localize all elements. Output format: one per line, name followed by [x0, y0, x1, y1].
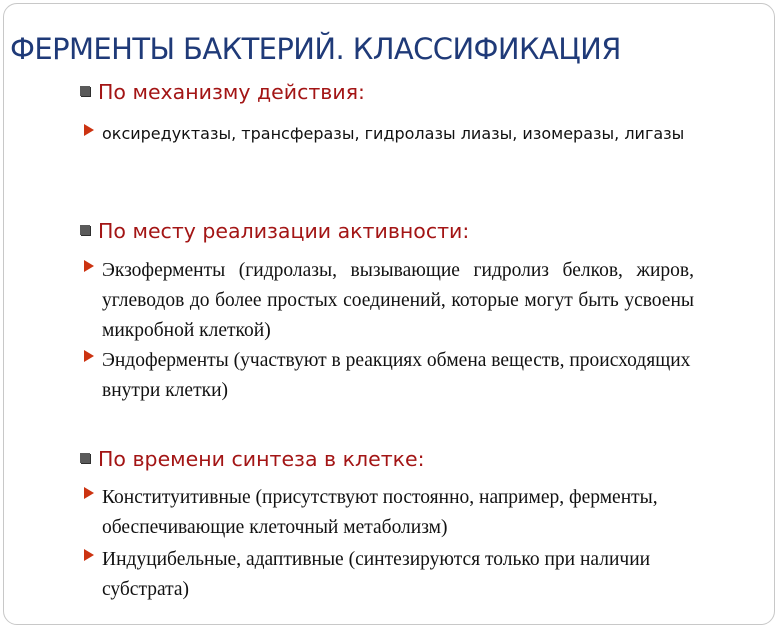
- section-heading-label: По механизму действия:: [98, 80, 365, 104]
- list-item-text: Конституитивные (присутствуют постоянно, например, ферменты, обеспечивающие клеточный метаболизм): [102, 487, 658, 538]
- arrow-bullet-icon: [84, 124, 94, 136]
- list-item-text: Эндоферменты (участвуют в реакциях обмена веществ, происходящих внутри клетки): [102, 350, 691, 401]
- list-item-text: Индуцибельные, адаптивные (синтезируются только при наличии субстрата): [102, 549, 651, 600]
- section-heading-location: [80, 219, 469, 243]
- list-item: [84, 346, 744, 406]
- square-bullet-icon: [80, 86, 90, 96]
- slide: [3, 3, 775, 625]
- list-item-text: оксиредуктазы, трансферазы, гидролазы лиазы, изомеразы, лигазы: [102, 124, 685, 143]
- list-item: [84, 120, 744, 148]
- section-heading-label: По времени синтеза в клетке:: [98, 447, 425, 471]
- section-heading-mechanism: [80, 80, 365, 104]
- list-item-text: Экзоферменты (гидролазы, вызывающие гидролиз белков, жиров, углеводов до более простых соединений, которые могут быть усвоены микробной клеткой): [102, 260, 694, 341]
- square-bullet-icon: [80, 453, 90, 463]
- arrow-bullet-icon: [84, 487, 94, 499]
- list-item: [84, 256, 744, 346]
- square-bullet-icon: [80, 225, 90, 235]
- list-item: [84, 545, 744, 605]
- arrow-bullet-icon: [84, 260, 94, 272]
- section-heading-timing: [80, 447, 425, 471]
- arrow-bullet-icon: [84, 350, 94, 362]
- section-heading-label: По месту реализации активности:: [98, 219, 470, 243]
- list-item: [84, 483, 744, 543]
- page-title: ФЕРМЕНТЫ БАКТЕРИЙ. КЛАССИФИКАЦИЯ: [10, 32, 621, 66]
- arrow-bullet-icon: [84, 549, 94, 561]
